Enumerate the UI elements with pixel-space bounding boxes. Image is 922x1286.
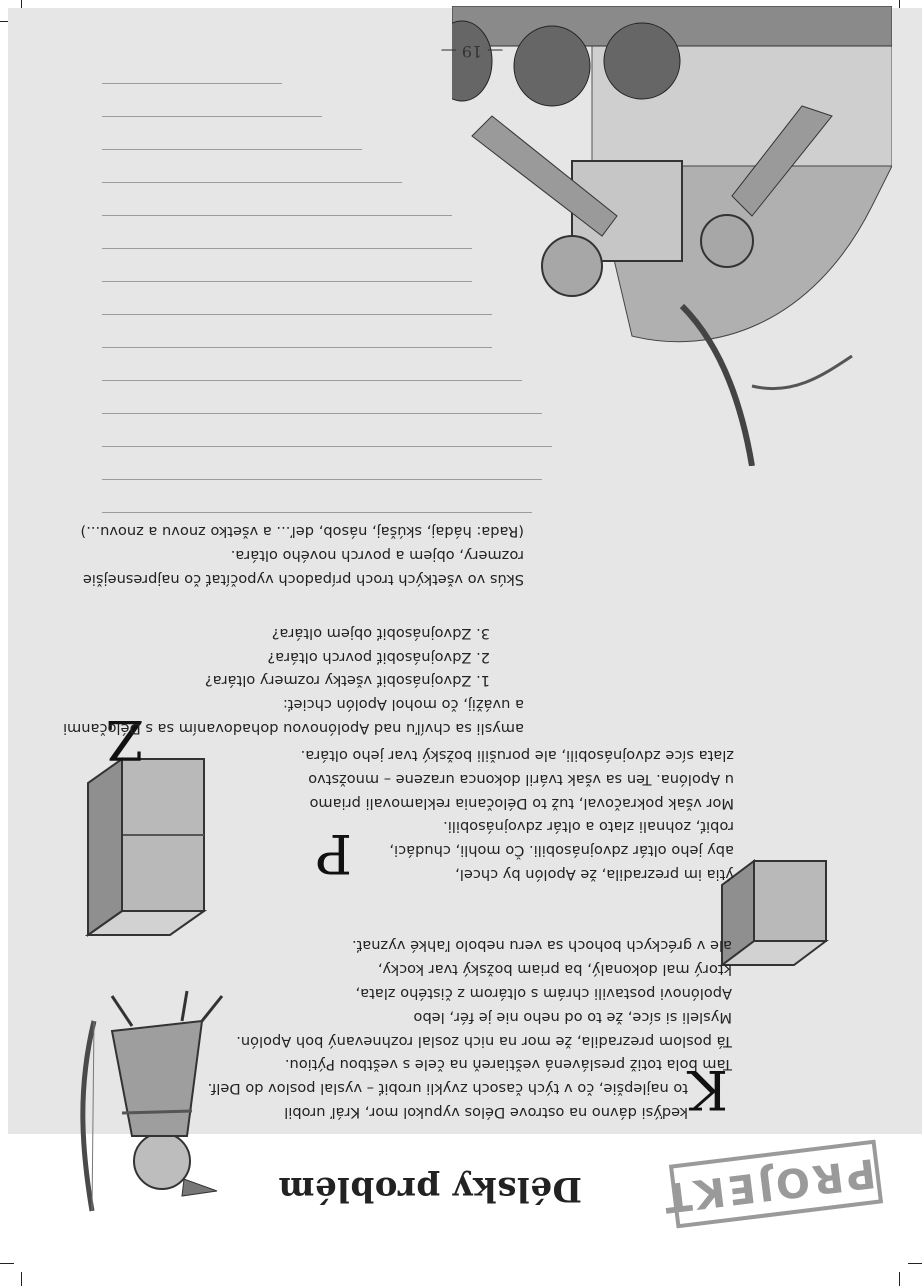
pythia-line: ýtia im prezradila, že Apolón by chcel, [455,866,734,883]
pythia-line: aby jeho oltár zdvojnásobili. Čo mohli, chudáci, [389,842,734,860]
crop-mark [908,1263,922,1264]
projekt-stamp: PROJEKT [669,1140,883,1229]
task-closing-line: (Rada: hádaj, skúšaj, násob, deľ... a všetko znovu a znovu...) [80,523,524,541]
writing-line [102,281,472,282]
task-item: 1. Zdvojnásobiť všetky rozmery oltára? [204,672,490,690]
intro-paragraph [208,934,732,1124]
writing-line [102,413,542,414]
pythia-line: u Apolóna. Ten sa však tváril dokonca urazene – množstvo [308,770,734,788]
task-closing-line: Skús vo všetkých troch prípadoch vypočítať čo najpresnejšie [82,571,524,588]
intro-line: ale v gréckych bohoch sa veru nebolo ľahké vyznať. [351,937,732,955]
writing-line [102,215,452,216]
writing-line [102,116,322,117]
crop-mark [899,1272,900,1286]
writing-line [102,347,492,348]
pythia-line: zlata síce zdvojnásobili, ale porušili božský tvar jeho oltára. [300,747,734,765]
writing-line [102,512,532,513]
writing-line [102,479,542,480]
writing-line [102,314,492,315]
crop-mark [21,1272,22,1286]
temple-scene-illustration [452,6,892,466]
task-item: 3. Zdvojnásobiť objem oltára? [271,624,490,642]
writing-line [102,248,472,249]
intro-line: Tam bola totiž preslávená veštiareň na čele s veštbou Pýtiou. [284,1056,732,1074]
pythia-dropcap: P [315,822,352,885]
crop-mark [0,1263,14,1264]
writing-line [102,380,522,381]
task-paragraph [63,621,524,740]
intro-dropcap: K [687,1058,728,1121]
page-number: — 19 — [440,42,504,61]
pythia-paragraph [301,743,734,886]
writing-line [102,182,402,183]
intro-line: ktorý mal dokonalý, ba priam božský tvar kocky, [377,961,732,979]
task-closing [80,520,524,591]
writing-line [102,83,282,84]
task-dropcap: Z [106,708,144,771]
intro-line: Apolónovi postavili chrám s oltárom z čistého zlata, [355,985,732,1003]
intro-line: to najlepšie, čo v tých časoch zvykli urobiť – vyslal poslov do Delf. [207,1080,688,1098]
writing-line [102,446,552,447]
pythia-line: robiť, zohnali zlato a oltár zdvojnásobili. [443,818,734,836]
task-line: amysli sa chvíľu nad Apolónovou dohadovaním sa s Déločanmi [63,720,524,737]
intro-line: Mysleli si síce, že to od neho nie je fér, lebo [413,1008,732,1026]
pythia-line: Mor však pokračoval, tuž to Déločania reklamovali priamo [309,794,734,812]
task-item: 2. Zdvojnásobiť povrch oltára? [267,648,490,666]
task-closing-line: rozmery, objem a povrch nového oltára. [230,547,524,565]
intro-line: keďýsi dávno na ostrove Délos vypukol mor, Kráľ urobil [284,1104,688,1121]
page-title: Délsky problém [278,1169,582,1209]
writing-line [102,149,362,150]
intro-line: Tá poslom prezradila, že mor na nich zoslal rozhnevaný boh Apolón. [236,1032,732,1050]
task-line: a uvážij, čo mohol Apolón chcieť: [282,696,524,714]
doubled-altar-illustration [82,751,212,941]
